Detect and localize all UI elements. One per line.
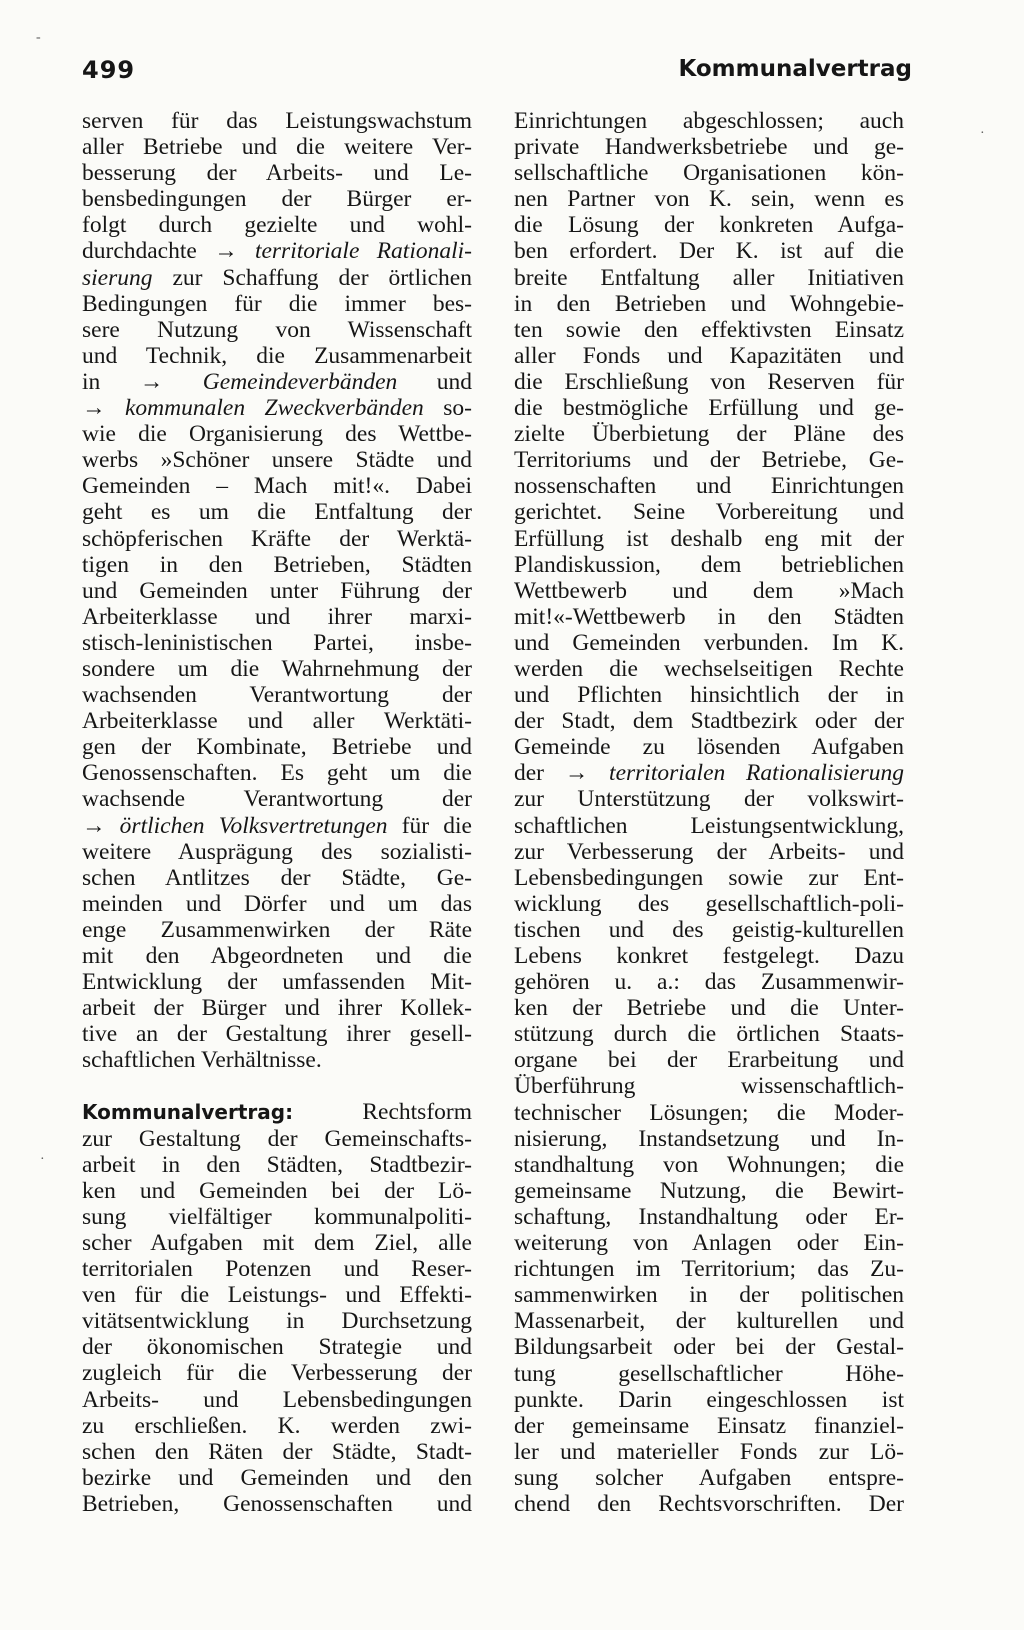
text-line: und Gemeinden verbunden. Im K. bbox=[514, 629, 904, 656]
text-line: Lebensbedingungen sowie zur Ent- bbox=[514, 864, 904, 891]
text-line: die bestmögliche Erfüllung und ge- bbox=[514, 395, 904, 422]
right-text-column bbox=[514, 108, 904, 1517]
text-segment: durchdachte bbox=[82, 238, 215, 265]
text-line: gemeinsame Nutzung, die Bewirt- bbox=[514, 1177, 904, 1204]
page-number: 499 bbox=[82, 56, 136, 84]
text-line: meinden und Dörfer und um das bbox=[82, 890, 472, 917]
cross-reference: → territoriale Rationali- bbox=[214, 238, 472, 265]
text-line bbox=[82, 265, 472, 291]
text-line bbox=[82, 238, 472, 264]
text-line: Plandiskussion, dem betrieblichen bbox=[514, 551, 904, 578]
text-line: tive an der Gestaltung ihrer gesell- bbox=[82, 1021, 472, 1048]
text-line: aller Fonds und Kapazitäten und bbox=[514, 342, 904, 369]
text-line: arbeit der Bürger und ihrer Kollek- bbox=[82, 995, 472, 1022]
text-line: Arbeits- und Lebensbedingungen bbox=[82, 1386, 472, 1413]
text-line: schaftlichen Verhältnisse. bbox=[82, 1047, 322, 1074]
text-line bbox=[82, 395, 472, 421]
text-line: Gemeinden – Mach mit!«. Dabei bbox=[82, 473, 472, 500]
text-line: der ökonomischen Strategie und bbox=[82, 1334, 472, 1361]
text-line: weiterung von Anlagen oder Ein- bbox=[514, 1230, 904, 1257]
text-line: sondere um die Wahrnehmung der bbox=[82, 655, 472, 682]
text-line: Einrichtungen abgeschlossen; auch bbox=[514, 108, 904, 134]
scan-speck: · bbox=[980, 126, 985, 141]
scan-speck: - bbox=[36, 30, 41, 45]
text-line: Überführung wissenschaftlich- bbox=[514, 1073, 904, 1100]
text-segment: der bbox=[514, 760, 565, 787]
text-line: ken der Betriebe und die Unter- bbox=[514, 995, 904, 1022]
text-line: wachsende Verantwortung der bbox=[82, 786, 472, 813]
text-line: die Erschließung von Reserven für bbox=[514, 368, 904, 395]
text-line: nen Partner von K. sein, wenn es bbox=[514, 186, 904, 213]
text-line: stützung durch die örtlichen Staats- bbox=[514, 1021, 904, 1048]
text-line: Bildungsarbeit oder bei der Gestal- bbox=[514, 1334, 904, 1361]
entry-term: Kommunalvertrag: bbox=[82, 1100, 294, 1125]
text-line: ken und Gemeinden bei der Lö- bbox=[82, 1177, 472, 1204]
text-line: der Stadt, dem Stadtbezirk oder der bbox=[514, 708, 904, 735]
text-line: enge Zusammenwirken der Räte bbox=[82, 916, 472, 943]
text-line: stisch-leninistischen Partei, insbe- bbox=[82, 629, 472, 656]
text-line: ten sowie den effektivsten Einsatz bbox=[514, 316, 904, 343]
text-line: Wettbewerb und dem »Mach bbox=[514, 577, 904, 604]
cross-reference: → territorialen Rationalisierung bbox=[564, 760, 904, 787]
left-text-column bbox=[82, 108, 472, 1517]
text-line: zu erschließen. K. werden zwi- bbox=[82, 1412, 472, 1439]
text-line: ben erfordert. Der K. ist auf die bbox=[514, 238, 904, 265]
text-line: weitere Ausprägung des sozialisti- bbox=[82, 838, 472, 865]
scan-speck: · bbox=[40, 1152, 45, 1167]
text-line bbox=[82, 369, 472, 395]
text-line: Arbeiterklasse und aller Werktäti- bbox=[82, 708, 472, 735]
text-line: tung gesellschaftlicher Höhe- bbox=[514, 1360, 904, 1387]
text-line: aller Betriebe und die weitere Ver- bbox=[82, 134, 472, 161]
text-line: und Technik, die Zusammenarbeit bbox=[82, 342, 472, 369]
text-segment: zur Schaffung der örtlichen bbox=[152, 264, 472, 291]
text-line: sung solcher Aufgaben entspre- bbox=[514, 1464, 904, 1491]
running-head: Kommunalvertrag bbox=[678, 56, 912, 82]
text-line: punkte. Darin eingeschlossen ist bbox=[514, 1386, 904, 1413]
text-line: zielte Überbietung der Pläne des bbox=[514, 421, 904, 448]
text-line: zugleich für die Verbesserung der bbox=[82, 1360, 472, 1387]
text-line: organe bei der Erarbeitung und bbox=[514, 1047, 904, 1074]
text-line: tischen und des geistig-kulturellen bbox=[514, 916, 904, 943]
cross-reference: → örtlichen Volksvertretungen bbox=[82, 812, 388, 839]
text-line: wicklung des gesellschaftlich-poli- bbox=[514, 890, 904, 917]
text-line: besserung der Arbeits- und Le- bbox=[82, 160, 472, 187]
text-line: sere Nutzung von Wissenschaft bbox=[82, 316, 472, 343]
text-line: chend den Rechtsvorschriften. Der bbox=[514, 1490, 904, 1517]
text-line: schaftung, Instandhaltung oder Er- bbox=[514, 1203, 904, 1230]
text-line: und Gemeinden unter Führung der bbox=[82, 577, 472, 604]
text-line: arbeit in den Städten, Stadtbezir- bbox=[82, 1151, 472, 1178]
text-line: Arbeiterklasse und ihrer marxi- bbox=[82, 603, 472, 630]
cross-reference: sierung bbox=[82, 264, 153, 291]
text-line: nisierung, Instandsetzung und In- bbox=[514, 1125, 904, 1152]
text-line: nossenschaften und Einrichtungen bbox=[514, 473, 904, 500]
text-line: gerichtet. Seine Vorbereitung und bbox=[514, 499, 904, 526]
text-line: werden die wechselseitigen Rechte bbox=[514, 655, 904, 682]
text-line: gehören u. a.: das Zusammenwir- bbox=[514, 969, 904, 996]
text-line: standhaltung von Wohnungen; die bbox=[514, 1151, 904, 1178]
text-line: bensbedingungen der Bürger er- bbox=[82, 186, 472, 213]
text-line: ler und materieller Fonds zur Lö- bbox=[514, 1438, 904, 1465]
text-line bbox=[514, 760, 904, 786]
text-line: Betrieben, Genossenschaften und bbox=[82, 1490, 472, 1517]
text-line: Erfüllung ist deshalb eng mit der bbox=[514, 525, 904, 552]
text-line: zur Gestaltung der Gemeinschafts- bbox=[82, 1125, 472, 1152]
text-line: vitätsentwicklung in Durchsetzung bbox=[82, 1308, 472, 1335]
text-line: werbs »Schöner unsere Städte und bbox=[82, 447, 472, 474]
text-line: wachsenden Verantwortung der bbox=[82, 682, 472, 709]
text-line: scher Aufgaben mit dem Ziel, alle bbox=[82, 1229, 472, 1256]
text-line: Lebens konkret festgelegt. Dazu bbox=[514, 943, 904, 969]
text-line: die Lösung der konkreten Aufga- bbox=[514, 212, 904, 239]
text-line: technischer Lösungen; die Moder- bbox=[514, 1099, 904, 1126]
text-line: schaftlichen Leistungsentwicklung, bbox=[514, 812, 904, 839]
text-line: sammenwirken in der politischen bbox=[514, 1282, 904, 1309]
cross-reference: Gemeindeverbänden bbox=[202, 368, 398, 395]
text-line: serven für das Leistungswachstum bbox=[82, 108, 472, 134]
text-line: Gemeinde zu lösenden Aufgaben bbox=[514, 734, 904, 761]
text-line: und Pflichten hinsichtlich der in bbox=[514, 682, 904, 709]
text-line: bezirke und Gemeinden und den bbox=[82, 1464, 472, 1491]
text-line: Territoriums und der Betriebe, Ge- bbox=[514, 447, 904, 474]
text-line: sellschaftliche Organisationen kön- bbox=[514, 160, 904, 187]
text-segment: so- bbox=[423, 395, 472, 422]
text-line bbox=[82, 1099, 472, 1125]
text-segment: Rechtsform bbox=[293, 1099, 472, 1126]
text-line: schöpferischen Kräfte der Werktä- bbox=[82, 525, 472, 552]
text-line: tigen in den Betrieben, Städten bbox=[82, 551, 472, 578]
text-line: ven für die Leistungs- und Effekti- bbox=[82, 1282, 472, 1309]
text-line: breite Entfaltung aller Initiativen bbox=[514, 264, 904, 291]
text-line: zur Unterstützung der volkswirt- bbox=[514, 786, 904, 813]
text-line: schen den Räten der Städte, Stadt- bbox=[82, 1438, 472, 1465]
text-line: Genossenschaften. Es geht um die bbox=[82, 760, 472, 787]
text-segment: in → bbox=[82, 368, 203, 395]
text-line: Massenarbeit, der kulturellen und bbox=[514, 1308, 904, 1335]
text-line: geht es um die Entfaltung der bbox=[82, 499, 472, 526]
text-line: mit!«-Wettbewerb in den Städten bbox=[514, 603, 904, 630]
cross-reference: → kommunalen Zweckverbänden bbox=[82, 395, 424, 422]
text-line: wie die Organisierung des Wettbe- bbox=[82, 421, 472, 448]
text-line: der gemeinsame Einsatz finanziel- bbox=[514, 1412, 904, 1439]
text-line: gen der Kombinate, Betriebe und bbox=[82, 734, 472, 761]
text-line: Entwicklung der umfassenden Mit- bbox=[82, 969, 472, 996]
text-line: Bedingungen für die immer bes- bbox=[82, 290, 472, 317]
text-line: richtungen im Territorium; das Zu- bbox=[514, 1256, 904, 1283]
text-line: in den Betrieben und Wohngebie- bbox=[514, 290, 904, 317]
text-line bbox=[82, 813, 472, 839]
text-line: sung vielfältiger kommunalpoliti- bbox=[82, 1203, 472, 1230]
text-line: zur Verbesserung der Arbeits- und bbox=[514, 838, 904, 865]
text-line: schen Antlitzes der Städte, Ge- bbox=[82, 864, 472, 891]
text-segment: für die bbox=[387, 812, 472, 839]
text-line: folgt durch gezielte und wohl- bbox=[82, 212, 472, 239]
text-line: private Handwerksbetriebe und ge- bbox=[514, 134, 904, 161]
text-line: mit den Abgeordneten und die bbox=[82, 943, 472, 969]
text-segment: und bbox=[397, 368, 473, 395]
text-line: territorialen Potenzen und Reser- bbox=[82, 1256, 472, 1283]
